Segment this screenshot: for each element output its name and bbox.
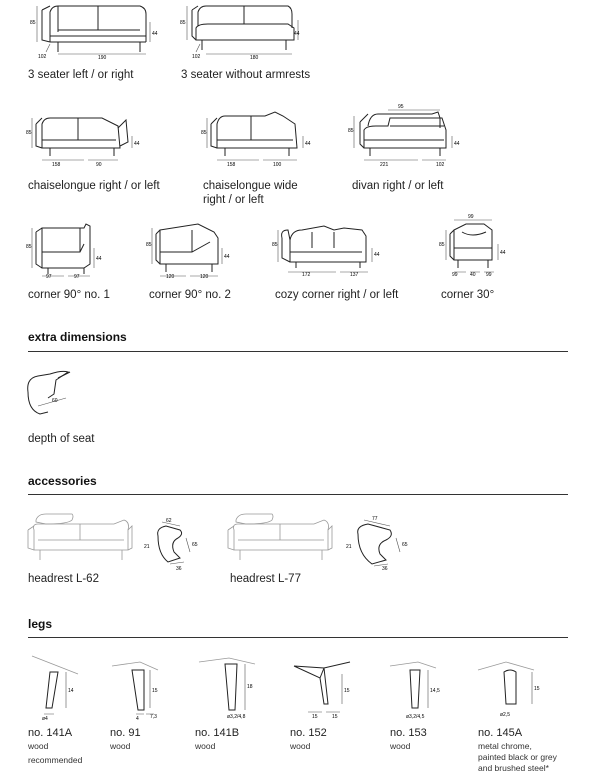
leg-name: no. 141A xyxy=(28,727,73,739)
leg-91-drawing xyxy=(110,652,170,722)
leg-name: no. 91 xyxy=(110,727,141,739)
leg-name: no. 153 xyxy=(390,727,427,739)
leg-141b-drawing xyxy=(195,648,265,722)
dim-seat: 44 xyxy=(152,31,158,37)
sofa-label: 3 seater without armrests xyxy=(181,69,311,81)
dim-dia: ø3,2/4,5 xyxy=(406,714,425,720)
sofa-chaiselongue-drawing xyxy=(28,112,158,172)
dim-b: 137 xyxy=(350,272,359,278)
section-heading-legs: legs xyxy=(28,617,53,631)
depth-of-seat-drawing xyxy=(22,364,92,424)
dim-depth: 60 xyxy=(52,398,58,404)
dim-seat: 44 xyxy=(134,141,140,147)
dim-angle: 21 xyxy=(144,544,150,550)
dim-width: 180 xyxy=(250,55,259,61)
divider xyxy=(28,637,568,638)
sofa-label: corner 90° no. 2 xyxy=(149,289,231,301)
sofa-label: 3 seater left / or right xyxy=(28,69,134,81)
headrest-sofa-drawing xyxy=(24,508,134,568)
dim-b: 7,3 xyxy=(150,714,157,720)
dim-height: 85 xyxy=(26,244,32,250)
sofa-corner-90-1-drawing xyxy=(28,218,108,280)
dim-height: 85 xyxy=(272,242,278,248)
extra-label: depth of seat xyxy=(28,433,95,445)
leg-note: recommended xyxy=(28,755,83,765)
sofa-label: corner 30° xyxy=(441,289,495,301)
sofa-label: corner 90° no. 1 xyxy=(28,289,110,301)
dim-b: 97 xyxy=(74,274,80,280)
dim-dia: ø4 xyxy=(42,716,48,722)
dim-seat: 44 xyxy=(454,141,460,147)
dim-h: 14 xyxy=(68,688,74,694)
sofa-chaiselongue-wide-drawing xyxy=(203,110,343,170)
dim-top: 99 xyxy=(468,214,474,220)
dim-depth: 158 xyxy=(227,162,236,168)
sofa-corner-30-drawing xyxy=(440,212,520,278)
dim-height: 85 xyxy=(26,130,32,136)
dim-top: 62 xyxy=(166,518,172,524)
dim-side: 65 xyxy=(192,542,198,548)
dim-width: 190 xyxy=(98,55,107,61)
leg-material: metal chrome, xyxy=(478,741,532,751)
dim-height: 85 xyxy=(348,128,354,134)
dim-b: 40 xyxy=(470,272,476,278)
divider xyxy=(28,494,568,495)
dim-seat: 44 xyxy=(500,250,506,256)
dim-a: 15 xyxy=(312,714,318,720)
dim-seat: 44 xyxy=(224,254,230,260)
sofa-label: chaiselongue right / or left xyxy=(28,180,160,192)
sofa-cozy-corner-drawing xyxy=(272,218,392,280)
sofa-3-seater-drawing xyxy=(28,2,168,62)
dim-h: 14,5 xyxy=(430,688,440,694)
sofa-label: cozy corner right / or left xyxy=(275,289,399,301)
leg-material: wood xyxy=(390,741,411,751)
headrest-sofa-drawing xyxy=(224,508,334,568)
dim-a: 120 xyxy=(166,274,175,280)
dim-h: 18 xyxy=(247,684,253,690)
leg-material: wood xyxy=(28,741,49,751)
dim-height: 85 xyxy=(180,20,186,26)
dim-a: 172 xyxy=(302,272,311,278)
dim-seat: 44 xyxy=(374,252,380,258)
dim-dia: ø3,2/4,8 xyxy=(227,714,246,720)
leg-material-3: and brushed steel* xyxy=(478,763,549,773)
dim-width: 102 xyxy=(436,162,445,168)
headrest-label: headrest L-62 xyxy=(28,573,99,585)
headrest-label: headrest L-77 xyxy=(230,573,301,585)
dim-h: 15 xyxy=(534,686,540,692)
leg-material: wood xyxy=(195,741,216,751)
leg-152-drawing xyxy=(288,652,368,722)
leg-name: no. 141B xyxy=(195,727,240,739)
sofa-divan-drawing xyxy=(348,100,478,172)
dim-height: 85 xyxy=(201,130,207,136)
dim-depth: 221 xyxy=(380,162,389,168)
dim-c: 99 xyxy=(486,272,492,278)
dim-side: 65 xyxy=(402,542,408,548)
dim-top: 95 xyxy=(398,104,404,110)
sofa-label: divan right / or left xyxy=(352,180,444,192)
leg-145a-drawing xyxy=(476,652,556,722)
dim-a: 4 xyxy=(136,716,139,722)
section-heading-extra: extra dimensions xyxy=(28,330,127,344)
dim-height: 85 xyxy=(146,242,152,248)
dim-depth: 102 xyxy=(192,54,201,60)
leg-material: wood xyxy=(110,741,131,751)
leg-material-2: painted black or grey xyxy=(478,752,557,762)
sofa-label-line1: chaiselongue wide xyxy=(203,180,298,192)
section-heading-accessories: accessories xyxy=(28,474,97,488)
dim-width: 100 xyxy=(273,162,282,168)
dim-seat: 44 xyxy=(305,141,311,147)
dim-a: 99 xyxy=(452,272,458,278)
dim-height: 85 xyxy=(439,242,445,248)
dim-depth: 102 xyxy=(38,54,47,60)
leg-141a-drawing xyxy=(28,652,88,722)
dim-b: 15 xyxy=(332,714,338,720)
dim-seat: 44 xyxy=(96,256,102,262)
sofa-3-seater-no-arms-drawing xyxy=(178,2,318,62)
dim-b: 120 xyxy=(200,274,209,280)
sofa-label-line2: right / or left xyxy=(203,194,264,206)
dim-depth: 158 xyxy=(52,162,61,168)
dim-dia: ø2,5 xyxy=(500,712,511,718)
dim-height: 85 xyxy=(30,20,36,26)
dim-h: 15 xyxy=(152,688,158,694)
leg-name: no. 152 xyxy=(290,727,327,739)
dim-h: 15 xyxy=(344,688,350,694)
dim-seat: 44 xyxy=(294,31,300,37)
dim-bottom: 36 xyxy=(382,566,388,572)
leg-name: no. 145A xyxy=(478,727,523,739)
dim-bottom: 36 xyxy=(176,566,182,572)
dim-a: 97 xyxy=(46,274,52,280)
divider xyxy=(28,351,568,352)
dim-angle: 21 xyxy=(346,544,352,550)
leg-153-drawing xyxy=(388,652,458,722)
headrest-l62-detail-drawing xyxy=(140,514,210,570)
headrest-l77-detail-drawing xyxy=(342,514,412,570)
dim-width: 90 xyxy=(96,162,102,168)
dim-top: 77 xyxy=(372,516,378,522)
sofa-corner-90-2-drawing xyxy=(148,218,238,280)
leg-material: wood xyxy=(290,741,311,751)
